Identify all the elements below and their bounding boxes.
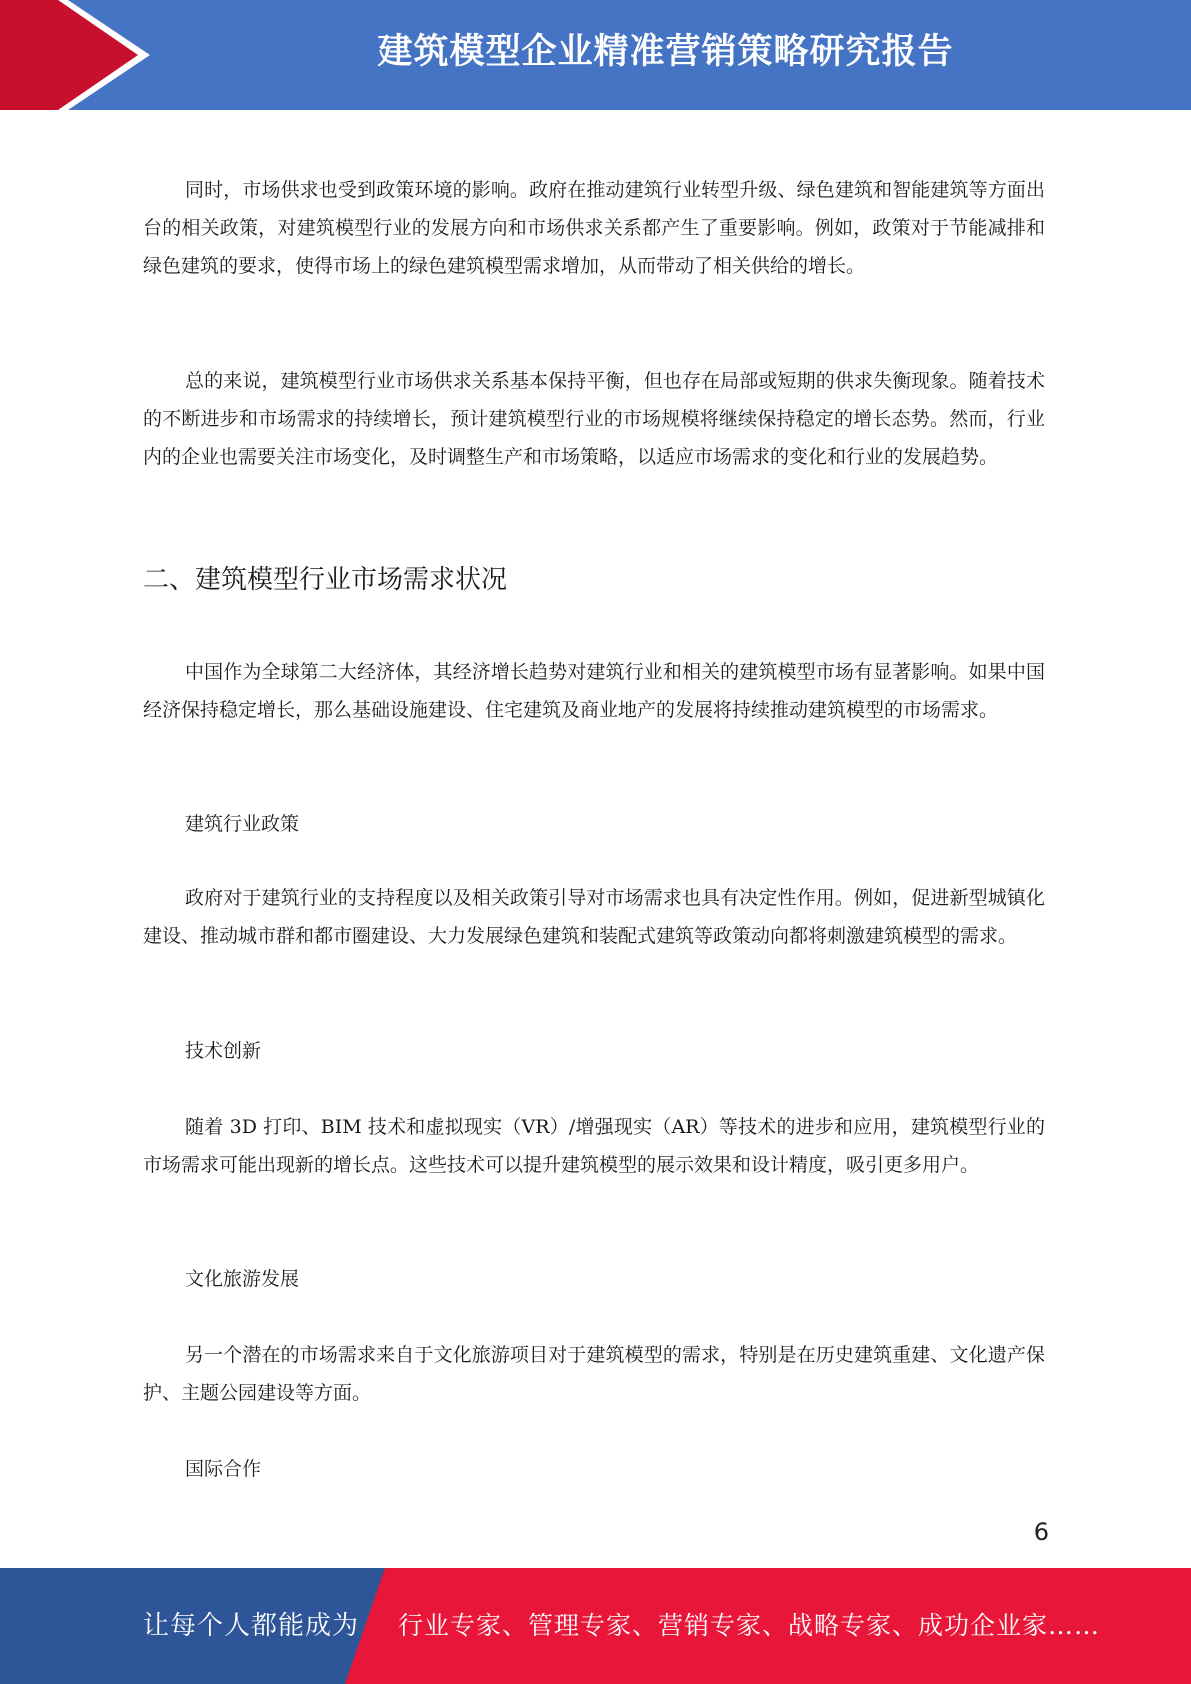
paragraph-technology: 随着 3D 打印、BIM 技术和虚拟现实（VR）/增强现实（AR）等技术的进步和应用，建筑模型行业的市场需求可能出现新的增长点。这些技术可以提升建筑模型的展示效果和设计精度，吸引更多用户。	[143, 1116, 1045, 1176]
page-number: 6	[1033, 1518, 1049, 1546]
paragraph: 同时，市场供求也受到政策环境的影响。政府在推动建筑行业转型升级、绿色建筑和智能建筑等方面出台的相关政策，对建筑模型行业的发展方向和市场供求关系都产生了重要影响。例如，政策对于节能减排和绿色建筑的要求，使得市场上的绿色建筑模型需求增加，从而带动了相关供给的增长。	[143, 179, 1045, 277]
paragraph-policy: 政府对于建筑行业的支持程度以及相关政策引导对市场需求也具有决定性作用。例如，促进新型城镇化建设、推动城市群和都市圈建设、大力发展绿色建筑和装配式建筑等政策动向都将刺激建筑模型的需求。	[143, 887, 1045, 947]
subhead-policy: 建筑行业政策	[185, 813, 300, 835]
section-heading: 二、建筑模型行业市场需求状况	[143, 565, 508, 595]
section-intro: 中国作为全球第二大经济体，其经济增长趋势对建筑行业和相关的建筑模型市场有显著影响。如果中国经济保持稳定增长，那么基础设施建设、住宅建筑及商业地产的发展将持续推动建筑模型的市场需求。	[143, 661, 1045, 721]
report-title: 建筑模型企业精准营销策略研究报告	[377, 32, 954, 72]
paragraph: 总的来说，建筑模型行业市场供求关系基本保持平衡，但也存在局部或短期的供求失衡现象。随着技术的不断进步和市场需求的持续增长，预计建筑模型行业的市场规模将继续保持稳定的增长态势。然而，行业内的企业也需要关注市场变化，及时调整生产和市场策略，以适应市场需求的变化和行业的发展趋势。	[143, 370, 1045, 468]
footer-slogan-left: 让每个人都能成为	[143, 1611, 360, 1641]
subhead-international: 国际合作	[185, 1458, 262, 1480]
chevron-decoration	[0, 0, 200, 110]
page-header	[0, 0, 1191, 110]
subhead-culture-tourism: 文化旅游发展	[185, 1268, 300, 1290]
paragraph-culture-tourism: 另一个潜在的市场需求来自于文化旅游项目对于建筑模型的需求，特别是在历史建筑重建、文化遗产保护、主题公园建设等方面。	[143, 1344, 1045, 1404]
subhead-technology: 技术创新	[185, 1040, 262, 1062]
footer-slogan-right: 行业专家、管理专家、营销专家、战略专家、成功企业家……	[398, 1611, 1101, 1640]
page-footer	[0, 1568, 1191, 1684]
